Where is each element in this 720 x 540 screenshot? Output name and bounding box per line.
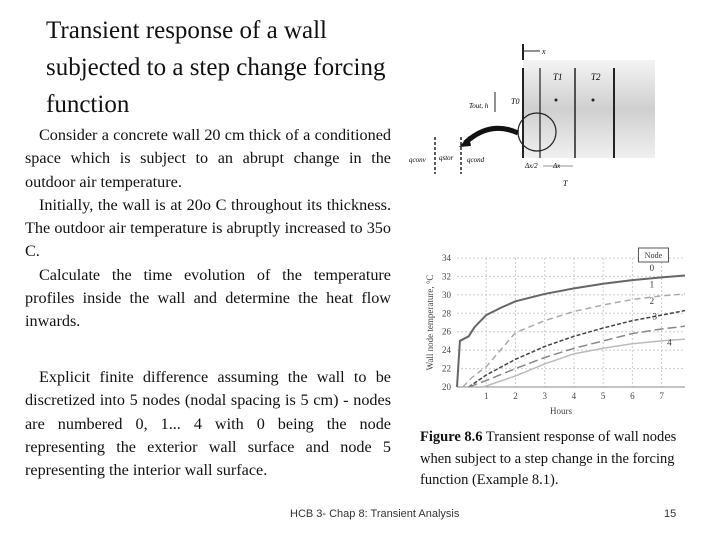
paragraph: Initially, the wall is at 20o C throughout its thickness. The outdoor air temperature is abruptly increased to 35o C. <box>25 195 391 261</box>
y-tick-label: 26 <box>442 326 451 337</box>
footer-text: HCB 3- Chap 8: Transient Analysis <box>290 508 460 520</box>
series-label-node-4: 4 <box>667 337 672 348</box>
paragraph: Explicit finite difference assuming the wall to be discretized into 5 nodes (nodal spacing is 5 cm) - nodes are numbered 0, 1... 4 with 0 being the node representing the exterior wall surface and node 5 representing the interior wall surface. <box>25 368 391 480</box>
y-tick-label: 28 <box>442 308 451 319</box>
t0-label: T0 <box>511 97 520 106</box>
q-cond-label: qcond <box>467 156 485 164</box>
series-label-node-1: 1 <box>649 279 655 290</box>
q-conv-label: qconv <box>409 156 426 164</box>
legend-title: Node <box>644 251 663 260</box>
problem-statement <box>25 124 391 334</box>
y-tick-label: 24 <box>442 345 451 356</box>
x-axis-title: Hours <box>550 406 572 416</box>
y-tick-label: 32 <box>442 271 451 282</box>
wall-node-diagram <box>405 40 665 195</box>
y-tick-label: 30 <box>442 289 451 300</box>
method-description <box>25 366 391 482</box>
dx-half-label: Δx/2 <box>525 162 538 170</box>
x-tick-label: 2 <box>513 391 518 401</box>
y-tick-label: 22 <box>442 363 451 374</box>
series-label-node-3: 3 <box>652 311 658 322</box>
t-label: T <box>563 179 568 188</box>
x-tick-label: 5 <box>600 391 606 401</box>
series-label-node-0: 0 <box>649 262 655 273</box>
series-label-node-2: 2 <box>649 296 655 307</box>
y-tick-label: 34 <box>442 253 451 263</box>
y-tick-label: 20 <box>442 382 451 392</box>
caption-text: Transient response of wall nodes when subject to a step change in the forcing function (Example 8.1). <box>420 429 677 488</box>
caption-label: Figure 8.6 <box>420 429 483 445</box>
dx-label: Δx <box>553 162 561 170</box>
x-tick-label: 7 <box>659 391 664 401</box>
slide-title: Transient response of a wall subjected to a step change forcing function <box>46 17 386 118</box>
x-tick-label: 1 <box>483 391 489 401</box>
x-tick-label: 6 <box>630 391 635 401</box>
x-tick-label: 4 <box>571 391 577 401</box>
x-tick-label: 3 <box>542 391 547 401</box>
temperature-chart <box>405 240 695 420</box>
q-stor-label: qstor <box>439 154 454 162</box>
x-axis-label: x <box>542 47 546 56</box>
figure-caption <box>420 427 695 492</box>
t2-label: T2 <box>591 72 601 82</box>
page-number: 15 <box>664 508 677 520</box>
y-axis-title: Wall node temperature, °C <box>425 274 435 371</box>
t1-label: T1 <box>553 72 563 82</box>
paragraph: Consider a concrete wall 20 cm thick of a conditioned space which is subject to an abrupt change in the outdoor air temperature. <box>25 126 391 191</box>
paragraph: Calculate the time evolution of the temperature profiles inside the wall and determine the heat flow inwards. <box>25 265 391 331</box>
tout-h-label: Tout, h <box>469 102 489 110</box>
